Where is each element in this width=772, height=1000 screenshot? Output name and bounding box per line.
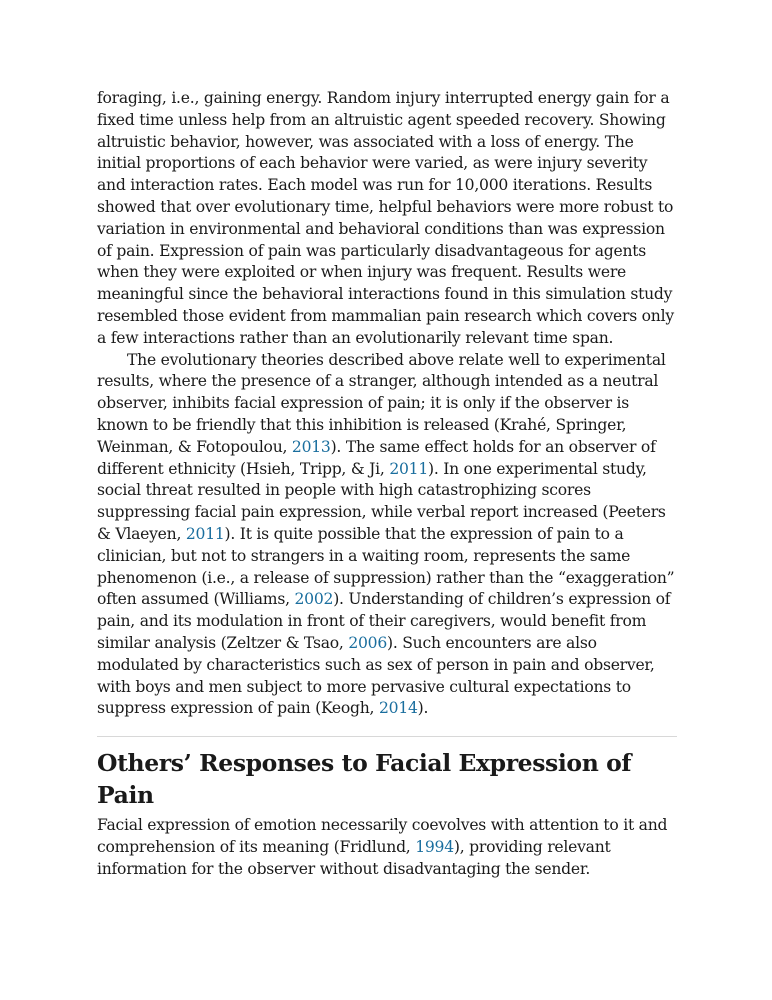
text-run: ).	[417, 699, 429, 718]
text-run: Facial expression of emotion necessarily coevolves with attention to it and comprehension of its meaning (Fridlund,	[97, 816, 668, 856]
text-run: The evolutionary theories described above relate well to experimental results, where the presence of a stranger, although intended as a neutral observer, inhibits facial expression of pain; it is only if the observer is known to be friendly that this inhibition is released (Krahé, Springer, Weinman, & Fotopoulou,	[97, 350, 666, 456]
citation-link-fridlund-1994[interactable]: 1994	[415, 837, 454, 856]
paragraph-simulation-results: foraging, i.e., gaining energy. Random injury interrupted energy gain for a fixed time unless help from an altruistic agent speeded recovery. Showing altruistic behavior, however, was associated with a loss of energy. The initial proportions of each behavior were varied, as were injury severity and interaction rates. Each model was run for 10,000 iterations. Results showed that over evolutionary time, helpful behaviors were more robust to variation in environmental and behavioral conditions than was expression of pain. Expression of pain was particularly disadvantageous for agents when they were exploited or when injury was frequent. Results were meaningful since the behavioral interactions found in this simulation study resembled those evident from mammalian pain research which covers only a few interactions rather than an evolutionarily relevant time span.	[97, 89, 674, 347]
citation-link-keogh-2014[interactable]: 2014	[378, 699, 418, 718]
paragraph-evolutionary-theories	[97, 350, 677, 721]
text-run: ). In one experimental study, social threat resulted in people with high catastrophizing scores suppressing facial pain expression, while verbal report increased (Peeters & Vlaeyen,	[97, 459, 666, 543]
citation-link-peeters-2011[interactable]: 2011	[185, 524, 225, 543]
text-run: ). Understanding of children’s expression of pain, and its modulation in front of their caregivers, would benefit from similar analysis (Zeltzer & Tsao,	[97, 590, 671, 652]
paragraph-others-responses	[97, 815, 677, 880]
citation-link-krahe-2013[interactable]: 2013	[291, 437, 331, 456]
text-run: ), providing relevant information for the observer without disadvantaging the sender.	[97, 837, 611, 878]
document-page	[97, 88, 677, 881]
text-run: ). The same effect holds for an observer of different ethnicity (Hsieh, Tripp, & Ji,	[97, 437, 656, 478]
text-run: ). It is quite possible that the expression of pain to a clinician, but not to strangers in a waiting room, represents the same phenomenon (i.e., a release of suppression) rather than the “exaggeration” often assumed (Williams,	[97, 524, 675, 609]
text-run: ). Such encounters are also modulated by characteristics such as sex of person in pain and observer, with boys and men subject to more pervasive cultural expectations to suppress expression of pain (Keogh,	[97, 633, 655, 718]
section-divider	[97, 736, 677, 737]
citation-link-hsieh-2011[interactable]: 2011	[389, 459, 429, 478]
section-heading: Others’ Responses to Facial Expression of Pain	[97, 749, 632, 810]
citation-link-zeltzer-2006[interactable]: 2006	[348, 633, 387, 652]
citation-link-williams-2002[interactable]: 2002	[294, 590, 334, 609]
